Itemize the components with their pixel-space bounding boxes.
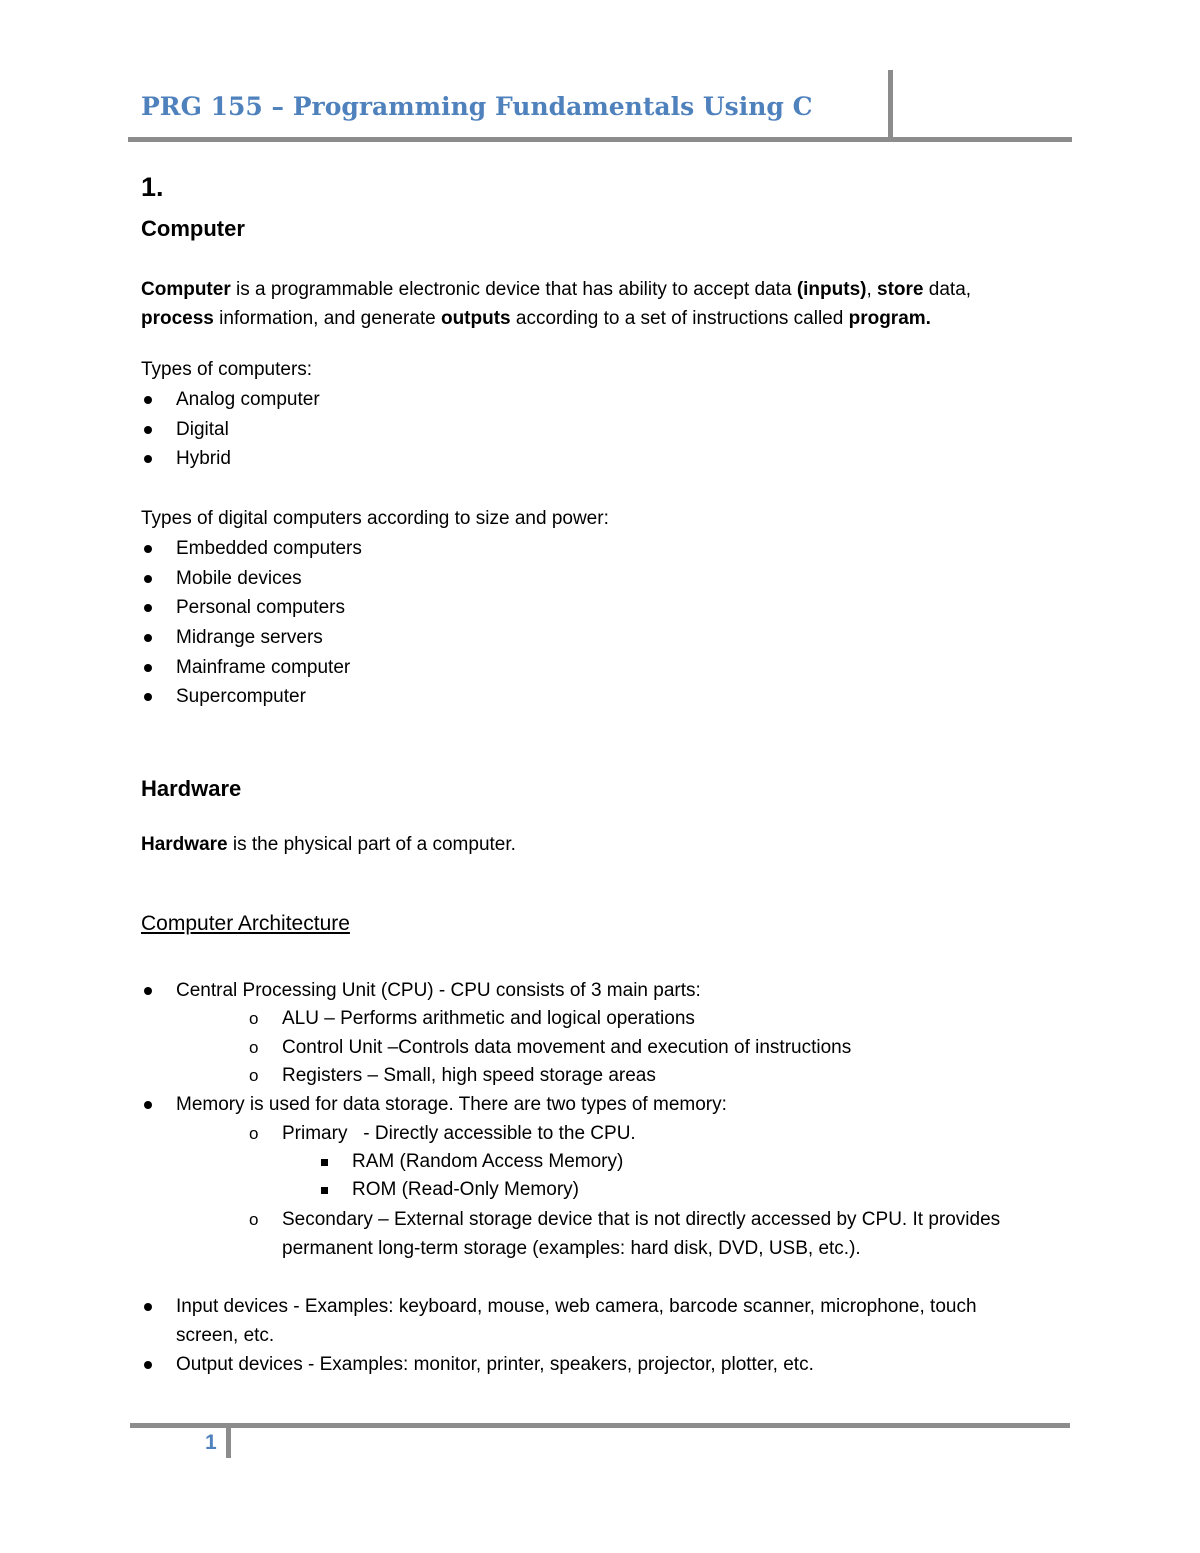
memory-rom: ROM (Read-Only Memory)	[352, 1176, 579, 1204]
digital-types-list	[141, 534, 362, 712]
term-process: process	[141, 308, 214, 329]
list-item: Personal computers	[141, 593, 362, 623]
cpu-part-control-unit: o Control Unit –Controls data movement and execution of instructions	[282, 1034, 851, 1062]
term-inputs: (inputs)	[796, 279, 867, 300]
computer-heading: Computer	[141, 216, 245, 241]
types-of-computers-label: Types of computers:	[141, 359, 313, 380]
list-item: Supercomputer	[141, 682, 362, 712]
header-title: PRG 155 – Programming Fundamentals Using C	[141, 92, 813, 121]
term-store: store	[877, 279, 924, 300]
list-item: Analog computer	[141, 385, 320, 415]
cpu-item: Central Processing Unit (CPU) - CPU consists of 3 main parts:	[176, 977, 701, 1005]
hardware-definition: Hardware is the physical part of a computer.	[141, 834, 516, 855]
header-rule	[128, 137, 1072, 142]
term-program: program	[848, 308, 926, 329]
list-item: Embedded computers	[141, 534, 362, 564]
output-devices-item: Output devices - Examples: monitor, printer, speakers, projector, plotter, etc.	[176, 1351, 814, 1379]
list-item: Mainframe computer	[141, 653, 362, 683]
memory-secondary-line-2: permanent long-term storage (examples: hard disk, DVD, USB, etc.).	[282, 1238, 861, 1259]
computer-definition-line-2: process information, and generate outputs according to a set of instructions called program.	[141, 308, 931, 329]
footer-divider-vertical	[226, 1427, 231, 1458]
list-item: Midrange servers	[141, 623, 362, 653]
term-hardware: Hardware	[141, 834, 228, 855]
list-item: Mobile devices	[141, 564, 362, 594]
computer-definition-line-1: Computer is a programmable electronic device that has ability to accept data (inputs), store data,	[141, 279, 972, 300]
hardware-heading: Hardware	[141, 776, 242, 801]
section-number: 1.	[141, 172, 164, 202]
memory-item: Memory is used for data storage. There are two types of memory:	[176, 1091, 727, 1119]
digital-types-label: Types of digital computers according to size and power:	[141, 508, 609, 529]
input-devices-line-2: screen, etc.	[176, 1325, 275, 1346]
input-devices-line-1: Input devices - Examples: keyboard, mouse, web camera, barcode scanner, microphone, touch	[176, 1293, 977, 1321]
list-item: Digital	[141, 415, 320, 445]
types-of-computers-list	[141, 385, 320, 474]
page-number: 1	[205, 1431, 217, 1454]
term-computer: Computer	[141, 279, 231, 300]
memory-primary: o Primary - Directly accessible to the CPU.	[282, 1120, 636, 1148]
header-divider-vertical	[888, 70, 893, 138]
memory-ram: RAM (Random Access Memory)	[352, 1148, 623, 1176]
cpu-part-alu: o ALU – Performs arithmetic and logical operations	[282, 1005, 695, 1033]
memory-secondary-line-1: o Secondary – External storage device that is not directly accessed by CPU. It provides	[282, 1206, 1000, 1234]
cpu-part-registers: o Registers – Small, high speed storage areas	[282, 1062, 656, 1090]
footer-rule	[130, 1423, 1070, 1428]
architecture-heading: Computer Architecture	[141, 912, 350, 935]
list-item: Hybrid	[141, 444, 320, 474]
term-outputs: outputs	[440, 308, 511, 329]
